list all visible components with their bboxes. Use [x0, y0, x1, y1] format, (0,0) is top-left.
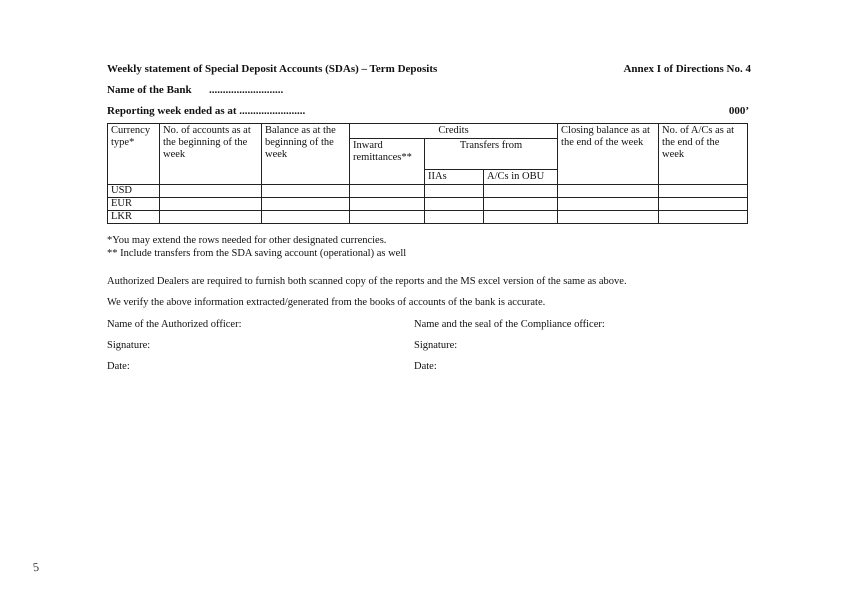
header-transfers-from: Transfers from — [425, 139, 558, 170]
empty-cell — [659, 198, 748, 211]
table-row — [108, 211, 748, 224]
document-title: Weekly statement of Special Deposit Accounts (SDAs) – Term Deposits — [107, 63, 438, 75]
header-obu-accounts: A/Cs in OBU — [484, 170, 558, 185]
authorized-officer-name-label: Name of the Authorized officer: — [107, 319, 242, 330]
header-currency-type: Currency type* — [108, 124, 160, 185]
empty-cell — [425, 185, 484, 198]
empty-cell — [160, 198, 262, 211]
header-balance-beginning: Balance as at the beginning of the week — [262, 124, 350, 185]
compliance-officer-date-label: Date: — [414, 361, 437, 372]
header-iias: IIAs — [425, 170, 484, 185]
empty-cell — [558, 211, 659, 224]
annex-reference: Annex I of Directions No. 4 — [623, 63, 751, 75]
header-accounts-beginning: No. of accounts as at the beginning of the week — [160, 124, 262, 185]
empty-cell — [350, 185, 425, 198]
table-row — [108, 185, 748, 198]
empty-cell — [425, 211, 484, 224]
empty-cell — [484, 198, 558, 211]
bank-name-dots: ........................... — [209, 84, 284, 96]
header-closing-balance: Closing balance as at the end of the week — [558, 124, 659, 185]
unit-label: 000’ — [728, 105, 749, 117]
empty-cell — [558, 198, 659, 211]
authorized-officer-date-label: Date: — [107, 361, 130, 372]
bank-name-label: Name of the Bank — [107, 84, 192, 96]
empty-cell — [558, 185, 659, 198]
empty-cell — [262, 198, 350, 211]
empty-cell — [350, 211, 425, 224]
empty-cell — [160, 211, 262, 224]
header-accounts-end: No. of A/Cs as at the end of the week — [659, 124, 748, 185]
compliance-officer-signature-label: Signature: — [414, 340, 458, 351]
currency-cell: EUR — [108, 198, 160, 211]
compliance-officer-name-label: Name and the seal of the Compliance officer: — [414, 319, 605, 330]
empty-cell — [484, 185, 558, 198]
empty-cell — [659, 185, 748, 198]
instruction-paragraph: Authorized Dealers are required to furnish both scanned copy of the reports and the MS excel version of the same as above. — [107, 276, 627, 287]
empty-cell — [659, 211, 748, 224]
empty-cell — [425, 198, 484, 211]
authorized-officer-signature-label: Signature: — [107, 340, 151, 351]
currency-cell: USD — [108, 185, 160, 198]
empty-cell — [350, 198, 425, 211]
verification-statement: We verify the above information extracted/generated from the books of accounts of the bank is accurate. — [107, 297, 546, 308]
table-row — [108, 198, 748, 211]
currency-cell: LKR — [108, 211, 160, 224]
reporting-week-label: Reporting week ended as at ........................ — [107, 105, 306, 117]
empty-cell — [160, 185, 262, 198]
empty-cell — [262, 211, 350, 224]
note-extend-rows: *You may extend the rows needed for other designated currencies. — [107, 235, 387, 246]
sda-statement-table — [107, 123, 748, 224]
empty-cell — [262, 185, 350, 198]
note-include-transfers: ** Include transfers from the SDA saving account (operational) as well — [107, 248, 407, 259]
empty-cell — [484, 211, 558, 224]
header-credits: Credits — [350, 124, 558, 139]
page-number-mark: 5 — [31, 559, 40, 575]
header-inward-remittances: Inward remittances** — [350, 139, 425, 185]
